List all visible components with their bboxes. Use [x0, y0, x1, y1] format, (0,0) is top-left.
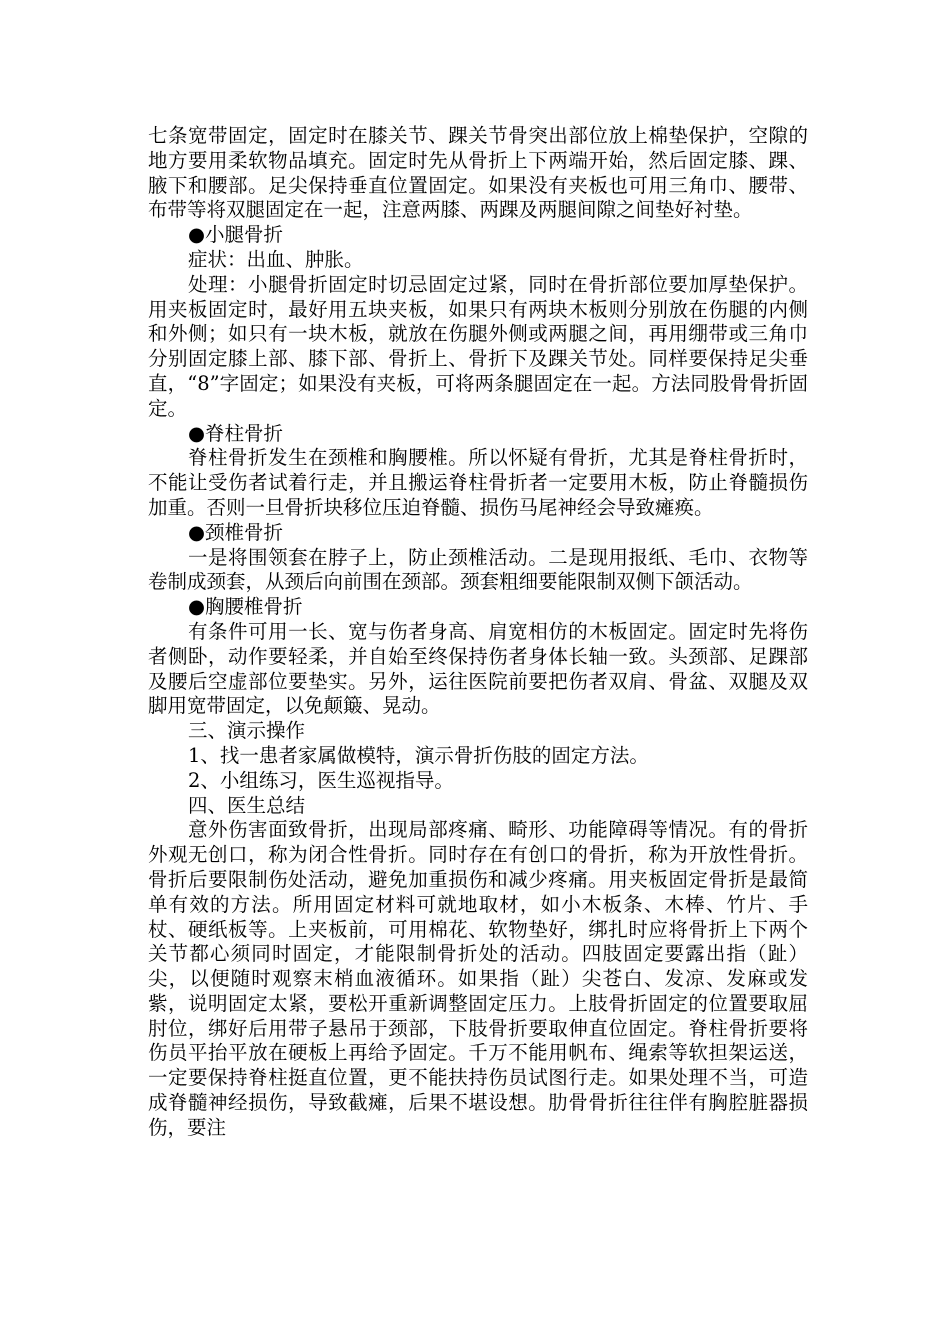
paragraph-spine: 脊柱骨折发生在颈椎和胸腰椎。所以怀疑有骨折，尤其是脊柱骨折时，不能让受伤者试着行走，并且搬运脊柱骨折者一定要用木板，防止脊髓损伤加重。否则一旦骨折块移位压迫脊髓、损伤马尾神经会导致瘫痪。 — [148, 446, 808, 519]
section-heading-thoracolumbar-fracture: ●胸腰椎骨折 — [188, 595, 303, 619]
document-page — [148, 124, 808, 1141]
section-heading-calf-fracture: ●小腿骨折 — [188, 223, 284, 247]
section-heading-cervical-fracture: ●颈椎骨折 — [188, 520, 284, 544]
paragraph-treatment: 处理：小腿骨折固定时切忌固定过紧，同时在骨折部位要加厚垫保护。用夹板固定时，最好用五块夹板，如果只有两块木板则分别放在伤腿的内侧和外侧；如只有一块木板，就放在伤腿外侧或两腿之间，再用绷带或三角巾分别固定膝上部、膝下部、骨折上、骨折下及踝关节处。同样要保持足尖垂直，“8”字固定；如果没有夹板，可将两条腿固定在一起。方法同股骨骨折固定。 — [148, 272, 808, 420]
paragraph-demo-step-2: 2、小组练习，医生巡视指导。 — [188, 768, 454, 792]
paragraph-thoracolumbar: 有条件可用一长、宽与伤者身高、肩宽相仿的木板固定。固定时先将伤者侧卧，动作要轻柔，并自始至终保持伤者身体长轴一致。头颈部、足踝部及腰后空虚部位要垫实。另外，运往医院前要把伤者双肩、骨盆、双腿及双脚用宽带固定，以免颠簸、晃动。 — [148, 619, 808, 718]
paragraph-symptoms: 症状：出血、肿胀。 — [188, 247, 364, 271]
paragraph-cervical: 一是将围领套在脖子上，防止颈椎活动。二是现用报纸、毛巾、衣物等卷制成颈套，从颈后向前围在颈部。颈套粗细要能限制双侧下颌活动。 — [148, 545, 808, 594]
paragraph-continuation: 七条宽带固定，固定时在膝关节、踝关节骨突出部位放上棉垫保护，空隙的地方要用柔软物品填充。固定时先从骨折上下两端开始，然后固定膝、踝、腋下和腰部。足尖保持垂直位置固定。如果没有夹板也可用三角巾、腰带、布带等将双腿固定在一起，注意两膝、两踝及两腿间隙之间垫好衬垫。 — [148, 124, 808, 222]
paragraph-summary: 意外伤害面致骨折，出现局部疼痛、畸形、功能障碍等情况。有的骨折外观无创口，称为闭合性骨折。同时存在有创口的骨折，称为开放性骨折。骨折后要限制伤处活动，避免加重损伤和减少疼痛。用夹板固定骨折是最简单有效的方法。所用固定材料可就地取材，如小木板条、木棒、竹片、手杖、硬纸板等。上夹板前，可用棉花、软物垫好，绑扎时应将骨折上下两个关节都心须同时固定，才能限制骨折处的活动。四肢固定要露出指（趾）尖，以便随时观察末梢血液循环。如果指（趾）尖苍白、发凉、发麻或发紫，说明固定太紧，要松开重新调整固定压力。上肢骨折固定的位置要取屈肘位，绑好后用带子悬吊于颈部，下肢骨折要取伸直位固定。脊柱骨折要将伤员平抬平放在硬板上再给予固定。千万不能用帆布、绳索等软担架运送，一定要保持脊柱挺直位置，更不能扶持伤员试图行走。如果处理不当，可造成脊髓神经损伤，导致截瘫，后果不堪设想。肋骨骨折往往伴有胸腔脏器损伤，要注 — [148, 818, 808, 1139]
section-heading-demonstration: 三、演示操作 — [188, 719, 306, 743]
section-heading-spine-fracture: ●脊柱骨折 — [188, 421, 284, 445]
paragraph-demo-step-1: 1、找一患者家属做模特，演示骨折伤肢的固定方法。 — [188, 743, 649, 767]
section-heading-summary: 四、医生总结 — [188, 793, 306, 817]
